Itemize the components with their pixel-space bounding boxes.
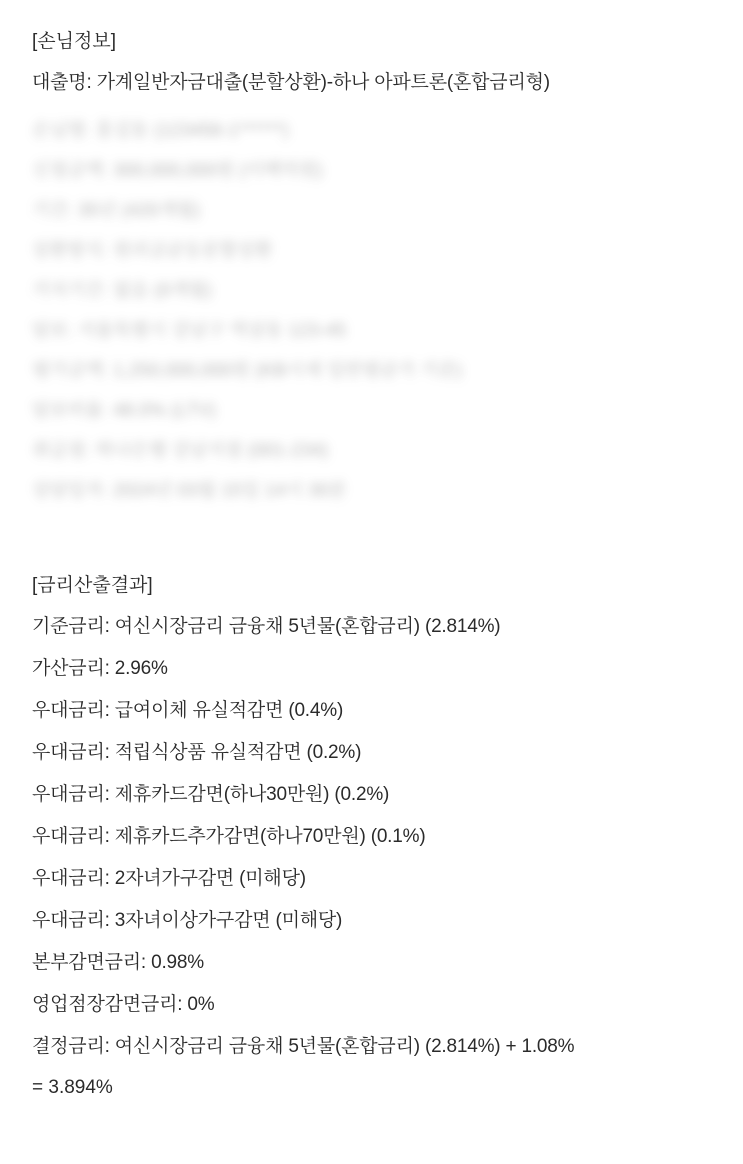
rate-row: 본부감면금리: 0.98% [32, 952, 204, 973]
rate-row: 우대금리: 3자녀이상가구감면 (미해당) [32, 910, 343, 931]
redacted-line: 거치기간: 없음 (0개월) [32, 280, 213, 300]
rate-row: 우대금리: 적립식상품 유실적감면 (0.2%) [32, 742, 362, 763]
final-rate-total: = 3.894% [32, 1077, 113, 1098]
rate-row: 기준금리: 여신시장금리 금융채 5년물(혼합금리) (2.814%) [32, 616, 501, 637]
rate-row: 영업점장감면금리: 0% [32, 994, 215, 1015]
loan-name-line: 대출명: 가계일반자금대출(분할상환)-하나 아파트론(혼합금리형) [32, 72, 550, 93]
customer-info-section [32, 22, 713, 510]
customer-info-heading: [손님정보] [32, 31, 116, 52]
redacted-line: 상담일자: 2024년 03월 15일 14시 30분 [32, 480, 347, 500]
rate-row: 우대금리: 2자녀가구감면 (미해당) [32, 868, 306, 889]
rate-result-heading: [금리산출결과] [32, 575, 153, 596]
rate-row: 우대금리: 급여이체 유실적감면 (0.4%) [32, 700, 344, 721]
redacted-customer-details [32, 110, 713, 510]
section-spacer [32, 510, 713, 566]
redacted-line: 담보비율: 48.0% (LTV) [32, 400, 217, 420]
rate-result-section [32, 566, 713, 1108]
redacted-line: 신청금액: 300,000,000원 (이백억원) [32, 160, 324, 180]
redacted-line: 평가금액: 1,250,000,000원 (KB시세 일반평균가 기준) [32, 360, 463, 380]
redacted-line: 손님명: 홍길동 (123456-1******) [32, 120, 289, 140]
redacted-line: 취급점: 하나은행 강남지점 (001-234) [32, 440, 329, 460]
rate-row: 우대금리: 제휴카드감면(하나30만원) (0.2%) [32, 784, 390, 805]
rate-row: 우대금리: 제휴카드추가감면(하나70만원) (0.1%) [32, 826, 426, 847]
redacted-line: 담보: 서울특별시 강남구 역삼동 123-45 [32, 320, 347, 340]
redacted-line: 기간: 35년 (420개월) [32, 200, 201, 220]
final-rate-line: 결정금리: 여신시장금리 금융채 5년물(혼합금리) (2.814%) + 1.08% [32, 1036, 575, 1057]
redacted-line: 상환방식: 원리금균등분할상환 [32, 240, 273, 260]
rate-row: 가산금리: 2.96% [32, 658, 168, 679]
